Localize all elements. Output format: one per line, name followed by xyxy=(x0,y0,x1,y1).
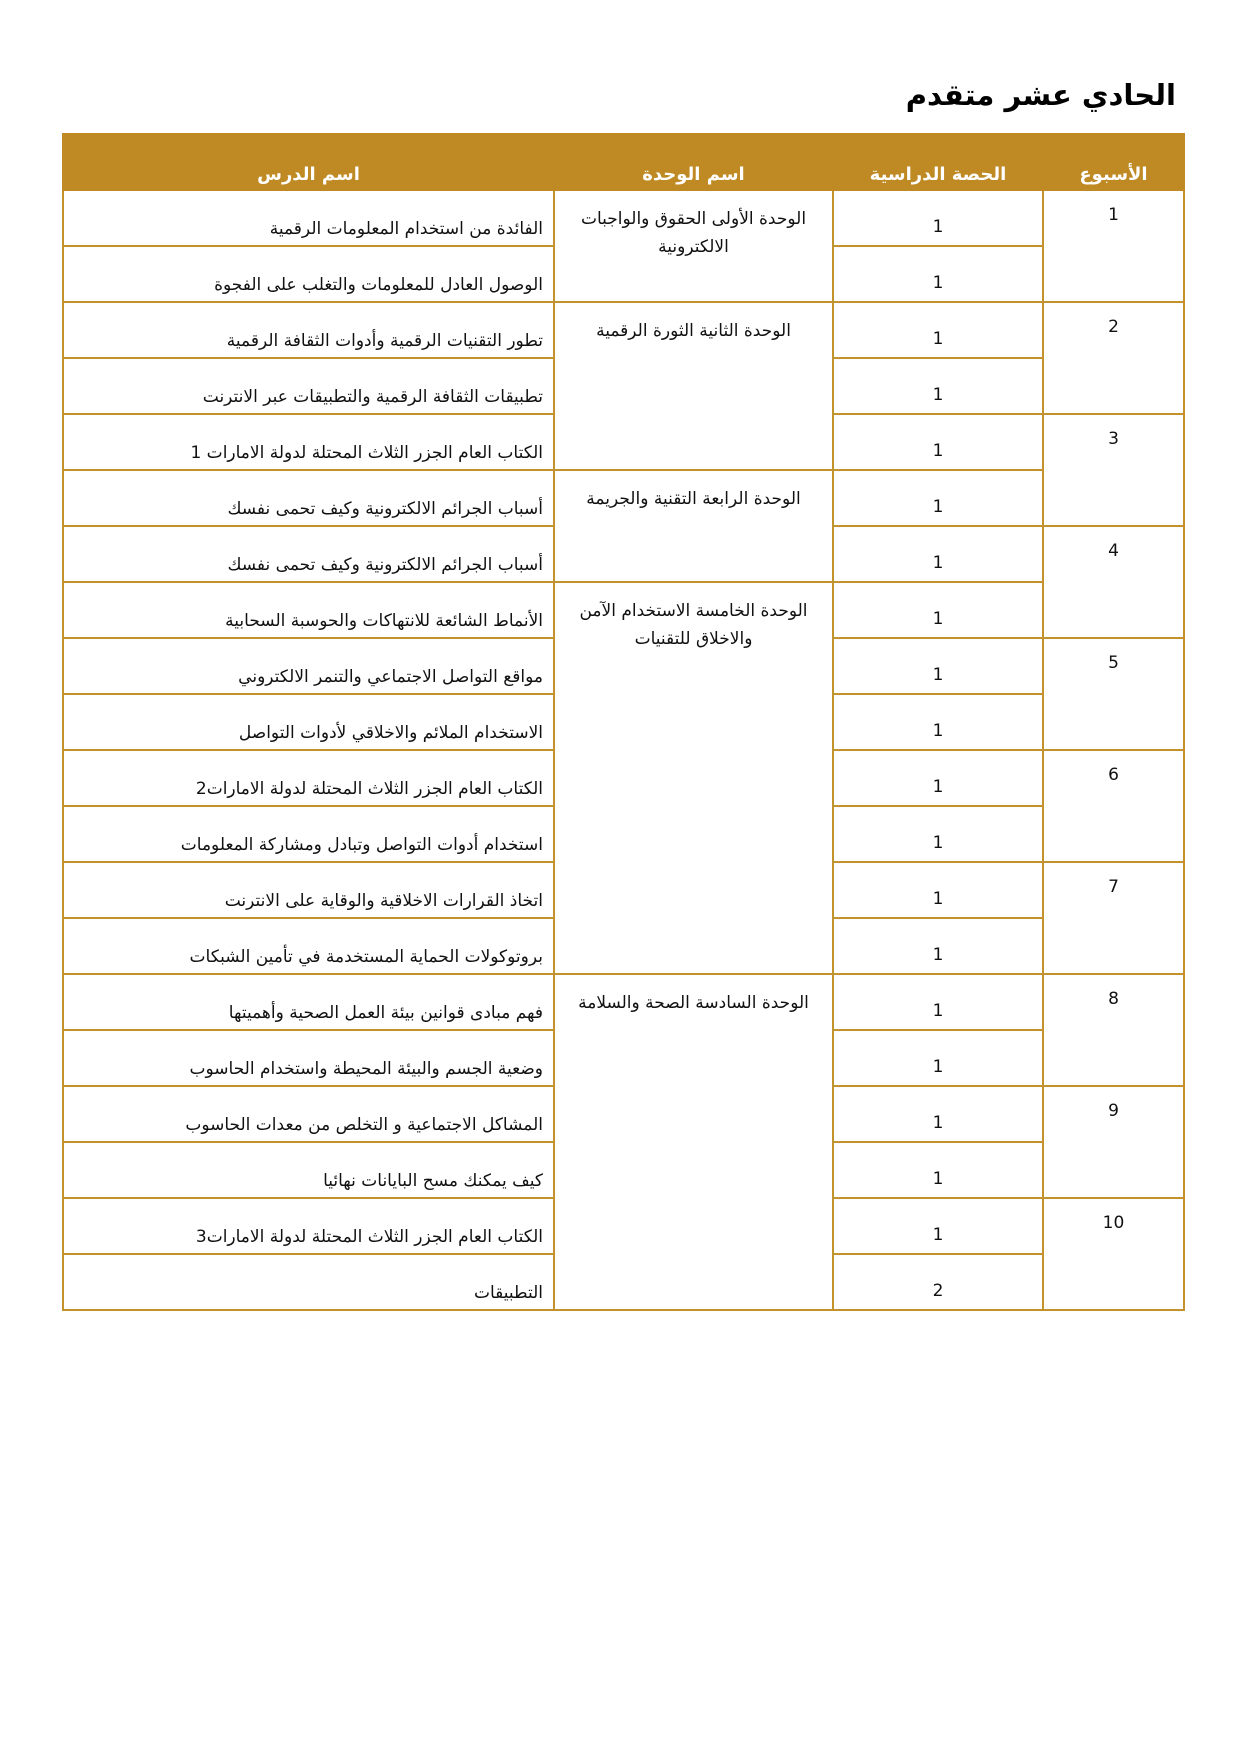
lesson-cell: الفائدة من استخدام المعلومات الرقمية xyxy=(63,190,554,246)
lesson-cell: أسباب الجرائم الالكترونية وكيف تحمى نفسك xyxy=(63,526,554,582)
session-cell: 1 xyxy=(833,918,1043,974)
lesson-cell: المشاكل الاجتماعية و التخلص من معدات الحاسوب xyxy=(63,1086,554,1142)
session-cell: 1 xyxy=(833,302,1043,358)
page-title: الحادي عشر متقدم xyxy=(905,78,1176,112)
session-cell: 1 xyxy=(833,806,1043,862)
lesson-cell: الاستخدام الملائم والاخلاقي لأدوات التواصل xyxy=(63,694,554,750)
table-row xyxy=(63,974,1184,1030)
lesson-cell: تطور التقنيات الرقمية وأدوات الثقافة الرقمية xyxy=(63,302,554,358)
session-cell: 1 xyxy=(833,358,1043,414)
session-cell: 1 xyxy=(833,862,1043,918)
lesson-cell: الوصول العادل للمعلومات والتغلب على الفجوة xyxy=(63,246,554,302)
session-cell: 1 xyxy=(833,414,1043,470)
session-cell: 1 xyxy=(833,582,1043,638)
table-row xyxy=(63,190,1184,246)
week-cell: 3 xyxy=(1043,414,1184,526)
session-cell: 2 xyxy=(833,1254,1043,1310)
table-row xyxy=(63,302,1184,358)
table-row xyxy=(63,582,1184,638)
lesson-cell: تطبيقات الثقافة الرقمية والتطبيقات عبر الانترنت xyxy=(63,358,554,414)
lesson-cell: الأنماط الشائعة للانتهاكات والحوسبة السحابية xyxy=(63,582,554,638)
session-cell: 1 xyxy=(833,750,1043,806)
lesson-cell: أسباب الجرائم الالكترونية وكيف تحمى نفسك xyxy=(63,470,554,526)
unit-cell: الوحدة الرابعة التقنية والجريمة xyxy=(554,470,833,582)
table-header-row xyxy=(63,134,1184,190)
session-cell: 1 xyxy=(833,190,1043,246)
schedule-table xyxy=(62,133,1185,1311)
week-cell: 9 xyxy=(1043,1086,1184,1198)
session-cell: 1 xyxy=(833,638,1043,694)
lesson-cell: اتخاذ القرارات الاخلاقية والوقاية على الانترنت xyxy=(63,862,554,918)
week-cell: 10 xyxy=(1043,1198,1184,1310)
unit-cell: الوحدة السادسة الصحة والسلامة xyxy=(554,974,833,1310)
week-cell: 2 xyxy=(1043,302,1184,414)
session-cell: 1 xyxy=(833,1142,1043,1198)
week-cell: 6 xyxy=(1043,750,1184,862)
header-week: الأسبوع xyxy=(1043,134,1184,190)
session-cell: 1 xyxy=(833,470,1043,526)
week-cell: 1 xyxy=(1043,190,1184,302)
header-lesson: اسم الدرس xyxy=(63,134,554,190)
lesson-cell: التطبيقات xyxy=(63,1254,554,1310)
session-cell: 1 xyxy=(833,1030,1043,1086)
session-cell: 1 xyxy=(833,1086,1043,1142)
lesson-cell: بروتوكولات الحماية المستخدمة في تأمين الشبكات xyxy=(63,918,554,974)
lesson-cell: وضعية الجسم والبيئة المحيطة واستخدام الحاسوب xyxy=(63,1030,554,1086)
table-row xyxy=(63,470,1184,526)
lesson-cell: الكتاب العام الجزر الثلاث المحتلة لدولة الامارات3 xyxy=(63,1198,554,1254)
unit-cell: الوحدة الأولى الحقوق والواجبات الالكترونية xyxy=(554,190,833,302)
week-cell: 5 xyxy=(1043,638,1184,750)
session-cell: 1 xyxy=(833,246,1043,302)
session-cell: 1 xyxy=(833,974,1043,1030)
lesson-cell: الكتاب العام الجزر الثلاث المحتلة لدولة الامارات2 xyxy=(63,750,554,806)
lesson-cell: الكتاب العام الجزر الثلاث المحتلة لدولة الامارات 1 xyxy=(63,414,554,470)
header-session: الحصة الدراسية xyxy=(833,134,1043,190)
session-cell: 1 xyxy=(833,1198,1043,1254)
session-cell: 1 xyxy=(833,526,1043,582)
week-cell: 4 xyxy=(1043,526,1184,638)
table-body xyxy=(63,190,1184,1310)
lesson-cell: مواقع التواصل الاجتماعي والتنمر الالكتروني xyxy=(63,638,554,694)
lesson-cell: كيف يمكنك مسح البايانات نهائيا xyxy=(63,1142,554,1198)
lesson-cell: فهم مبادى قوانين بيئة العمل الصحية وأهميتها xyxy=(63,974,554,1030)
week-cell: 7 xyxy=(1043,862,1184,974)
lesson-cell: استخدام أدوات التواصل وتبادل ومشاركة المعلومات xyxy=(63,806,554,862)
unit-cell: الوحدة الثانية الثورة الرقمية xyxy=(554,302,833,470)
header-unit: اسم الوحدة xyxy=(554,134,833,190)
unit-cell: الوحدة الخامسة الاستخدام الآمن والاخلاق للتقنيات xyxy=(554,582,833,974)
session-cell: 1 xyxy=(833,694,1043,750)
week-cell: 8 xyxy=(1043,974,1184,1086)
